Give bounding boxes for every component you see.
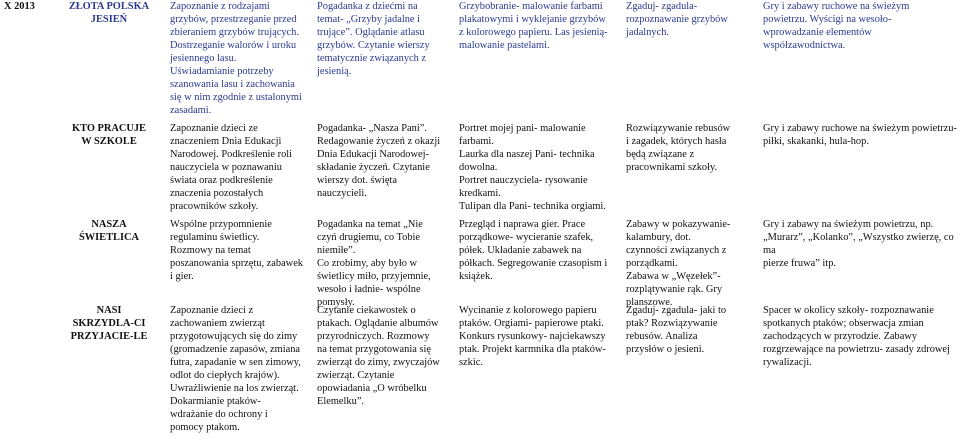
art-cell: Przegląd i naprawa gier. Prace porządkowe- wycieranie szafek, półek. Układanie zabawek na półkach. Segregowanie czasopism i książek. [459,219,608,282]
outdoor-cell: Gry i zabawy ruchowe na świeżym powietrzu- piłki, skakanki, hula-hop. [763,123,957,147]
goals-cell: Wspólne przypomnienie regulaminu świetlicy. Rozmowy na temat poszanowania sprzętu, zabawek i gier. [170,219,303,282]
talks-cell: Czytanie ciekawostek o ptakach. Oglądanie albumów przyrodniczych. Rozmowy na temat przygotowania się zwierząt do zimy, zwyczajów zwierząt. Czytanie opowiadania „O wróbelku Elemelku”. [317,305,440,407]
art-cell: Portret mojej pani- malowanie farbami. Laurka dla naszej Pani- technika dowolna. Portret nauczyciela- rysowanie kredkami. Tulipan dla Pani- technika orgiami. [459,123,606,212]
games-cell: Rozwiązywanie rebusów i zagadek, których hasła będą związane z pracownikami szkoły. [626,123,731,173]
games-cell: Zgaduj- zgadula- rozpoznawanie grzybów jadalnych. [626,1,728,38]
theme-title: KTO PRACUJE W SZKOLE [72,123,146,147]
theme-title: NASZA ŚWIETLICA [78,219,140,243]
month-label: X 2013 [4,1,35,12]
games-cell: Zgaduj- zgadula- jaki to ptak? Rozwiązywanie rebusów. Analiza przysłów o jesieni. [626,305,727,355]
art-cell: Wycinanie z kolorowego papieru ptaków. Orgiami- papierowe ptaki. Konkurs rysunkowy- najciekawszy ptak. Projekt karmnika dla ptaków- szkic. [459,305,606,368]
outdoor-cell: Gry i zabawy na świeżym powietrzu, np. „Murarz”, „Kolanko”, „Wszystko zwierzę, co ma pierze fruwa” itp. [763,219,954,269]
outdoor-cell: Spacer w okolicy szkoły- rozpoznawanie spotkanych ptaków; obserwacja zmian zachodzących w przyrodzie. Zabawy rozgrzewające na powietrzu- zasady zdrowej rywalizacji. [763,305,950,368]
goals-cell: Zapoznanie z rodzajami grzybów, przestrzeganie przed zbieraniem grzybów trujących. Dostrzeganie walorów i uroku jesiennego lasu. Uświadamianie potrzeby szanowania lasu i zachowania się w nim zgodnie z ustalonymi zasadami. [170,1,302,116]
goals-cell: Zapoznanie dzieci z zachowaniem zwierząt przygotowujących się do zimy (gromadzenie zapasów, zmiana futra, zapadanie w sen zimowy, odlot do ciepłych krajów). Uwrażliwienie na los zwierząt. Dokarmianie ptaków- wdrażanie do ochrony i pomocy ptakom. [170,305,301,433]
theme-title: ZŁOTA POLSKA JESIEŃ [68,1,150,25]
talks-cell: Pogadanka na temat „Nie czyń drugiemu, co Tobie niemiłe”. Co zrobimy, aby było w świetlicy miło, przyjemnie, wesoło i ładnie- wspólne pomysły. [317,219,431,308]
goals-cell: Zapoznanie dzieci ze znaczeniem Dnia Edukacji Narodowej. Podkreślenie roli nauczyciela w poznawaniu świata oraz podkreślenie znaczenia pozostałych pracowników szkoły. [170,123,293,212]
talks-cell: Pogadanka- „Nasza Pani”. Redagowanie życzeń z okazji Dnia Edukacji Narodowej- składanie życzeń. Czytanie wierszy dot. święta nauczycieli. [317,123,441,199]
theme-title: NASI SKRZYDLA-CI PRZYJACIE-LE [70,305,148,342]
art-cell: Grzybobranie- malowanie farbami plakatowymi i wyklejanie grzybów z kolorowego papieru. Las jesienią- malowanie pastelami. [459,1,608,51]
games-cell: Zabawy w pokazywanie- kalambury, dot. czynności związanych z porządkami. Zabawa w „Węzełek”- rozplątywanie rąk. Gry planszowe. [626,219,731,308]
outdoor-cell: Gry i zabawy ruchowe na świeżym powietrzu. Wyścigi na wesoło- wprowadzanie elementów współzawodnictwa. [763,1,910,51]
talks-cell: Pogadanka z dziećmi na temat- „Grzyby jadalne i trujące”. Oglądanie atlasu grzybów. Czytanie wierszy tematycznie związanych z jesienią. [317,1,430,77]
